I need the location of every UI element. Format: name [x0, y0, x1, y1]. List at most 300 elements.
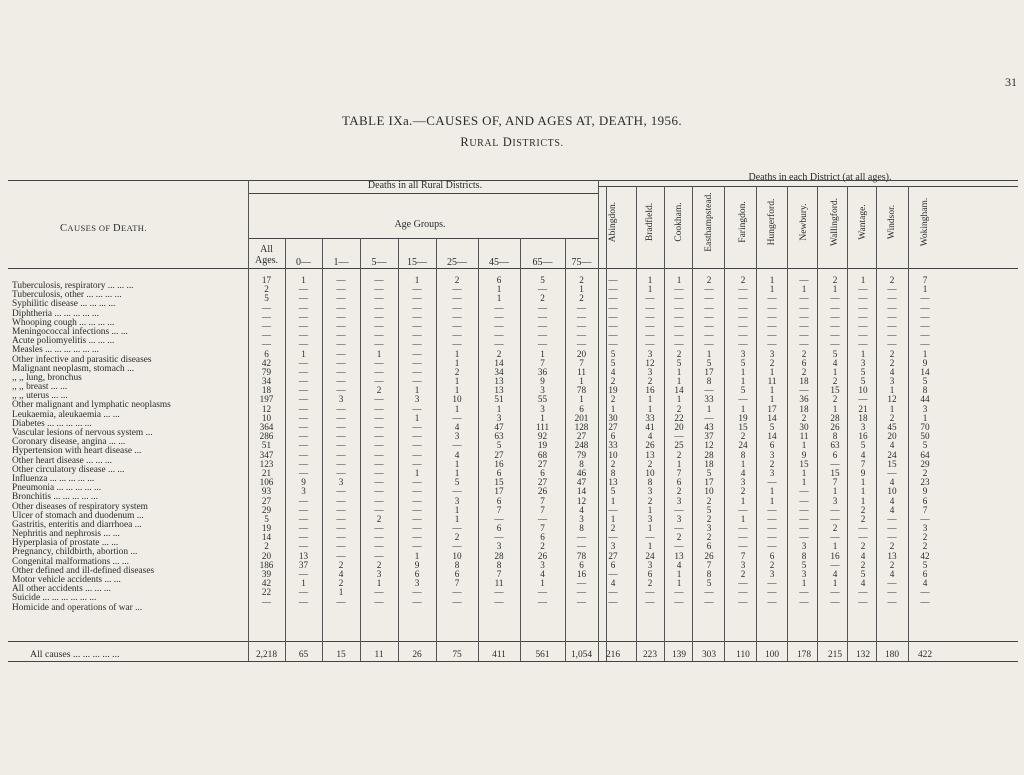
table-cell: 13: [494, 376, 504, 387]
table-cell: —: [645, 293, 655, 304]
table-cell: 12: [645, 357, 655, 368]
table-cell: 1: [706, 403, 712, 414]
table-cell: 21: [261, 467, 272, 478]
table-cell: 3: [740, 477, 746, 488]
table-cell: 6: [610, 559, 616, 570]
district-total: 100: [764, 650, 780, 660]
table-cell: 2: [801, 412, 807, 423]
table-cell: 7: [740, 550, 746, 561]
district-column-header: Hungerford.: [767, 198, 777, 246]
table-cell: 7: [706, 559, 712, 570]
table-cell: 1: [301, 275, 306, 285]
table-cell: —: [336, 302, 346, 313]
table-cell: 2: [376, 385, 382, 396]
table-cell: 6: [706, 541, 712, 552]
table-cell: 2: [740, 275, 746, 285]
table-cell: —: [738, 394, 748, 405]
table-cell: 11: [577, 366, 586, 377]
table-cell: 5: [706, 467, 712, 478]
table-cell: 2: [610, 458, 616, 469]
table-cell: 2: [889, 357, 895, 368]
table-cell: 7: [922, 504, 928, 515]
table-cell: —: [674, 330, 684, 341]
table-cell: —: [412, 366, 422, 377]
table-cell: 2: [676, 403, 682, 414]
age-column-header: 65—: [532, 257, 553, 268]
table-cell: 3: [922, 523, 928, 534]
table-cell: —: [920, 587, 930, 598]
cause-label: Suicide ... ... ... ... ... ...: [12, 593, 97, 604]
table-cell: 43: [704, 422, 714, 432]
table-cell: 2: [740, 486, 746, 497]
table-cell: —: [799, 339, 809, 350]
table-cell: —: [608, 596, 618, 607]
table-cell: —: [537, 339, 548, 350]
cause-label: ,, ,, breast ... ...: [12, 382, 68, 393]
table-cell: 5: [264, 293, 269, 304]
table-cell: 6: [922, 569, 928, 579]
table-cell: 1: [647, 523, 653, 534]
table-cell: 12: [704, 440, 714, 451]
table-cell: —: [704, 293, 714, 304]
age-column-header: 5—: [371, 257, 387, 268]
table-cell: —: [576, 339, 587, 350]
table-cell: —: [374, 504, 384, 515]
table-cell: —: [858, 293, 868, 304]
table-cell: 2: [454, 532, 460, 543]
table-cell: 24: [645, 550, 655, 561]
table-cell: 2: [860, 541, 866, 552]
table-cell: 5: [922, 440, 928, 451]
table-cell: —: [830, 320, 840, 331]
table-cell: —: [298, 440, 309, 451]
table-cell: 2: [706, 275, 712, 285]
table-cell: 9: [922, 486, 928, 497]
table-cell: —: [412, 330, 422, 341]
table-cell: —: [738, 302, 748, 313]
table-cell: —: [452, 293, 462, 304]
table-cell: 39: [261, 569, 272, 579]
table-cell: 1: [740, 403, 746, 414]
table-cell: 1: [454, 357, 460, 368]
table-cell: —: [336, 467, 346, 478]
table-cell: 186: [259, 559, 274, 570]
table-cell: —: [412, 504, 422, 515]
table-cell: 6: [801, 357, 807, 368]
table-cell: 9: [801, 449, 807, 460]
table-cell: 9: [540, 376, 545, 387]
table-cell: 3: [801, 541, 807, 552]
table-cell: 10: [452, 394, 462, 405]
table-cell: 1: [801, 467, 807, 478]
bottom-rule: [8, 661, 1018, 662]
table-cell: —: [858, 339, 868, 350]
table-cell: 3: [540, 385, 545, 396]
table-cell: —: [767, 293, 777, 304]
table-cell: —: [608, 275, 618, 285]
table-cell: —: [374, 412, 384, 423]
cause-label: Malignant neoplasm, stomach ...: [12, 363, 135, 374]
table-cell: 1: [454, 348, 460, 359]
table-cell: —: [298, 412, 309, 423]
table-cell: —: [412, 523, 422, 534]
table-cell: 1: [647, 284, 653, 295]
table-cell: 4: [454, 449, 460, 460]
table-cell: 3: [860, 422, 866, 432]
table-cell: 3: [922, 403, 928, 414]
table-cell: —: [336, 541, 346, 552]
district-total: 178: [796, 650, 812, 660]
table-cell: 1: [889, 385, 895, 396]
table-cell: —: [374, 467, 384, 478]
table-cell: 2: [860, 513, 866, 524]
table-cell: 36: [799, 394, 809, 405]
age-column-header: 25—: [447, 257, 467, 268]
table-cell: 1: [860, 275, 866, 285]
table-cell: —: [738, 523, 748, 534]
table-cell: 29: [261, 504, 272, 515]
table-cell: —: [412, 357, 422, 368]
table-cell: 1: [540, 578, 545, 589]
table-cell: —: [767, 587, 777, 598]
table-cell: —: [645, 339, 655, 350]
table-cell: 15: [494, 477, 504, 488]
table-cell: 3: [676, 495, 682, 506]
table-cell: 92: [537, 431, 548, 442]
table-cell: 1: [801, 284, 807, 295]
table-cell: 2: [889, 412, 895, 423]
age-column: [248, 276, 285, 607]
table-cell: —: [452, 541, 462, 552]
table-cell: —: [767, 477, 777, 488]
table-cell: —: [336, 523, 346, 534]
table-cell: 21: [858, 403, 868, 414]
table-cell: 22: [261, 587, 272, 598]
table-cell: 2: [376, 559, 382, 570]
table-cell: 50: [920, 431, 930, 442]
table-cell: 1: [647, 541, 653, 552]
table-cell: —: [887, 302, 897, 313]
table-cell: 1: [922, 348, 928, 359]
table-cell: 4: [740, 467, 746, 478]
table-cell: 3: [301, 486, 306, 497]
cause-label: Coronary disease, angina ... ...: [12, 437, 126, 448]
table-cell: 2: [676, 532, 682, 543]
table-cell: 3: [647, 513, 653, 524]
table-cell: 29: [920, 458, 930, 469]
table-cell: —: [374, 366, 384, 377]
district-rule: [598, 186, 1018, 187]
table-cell: 24: [887, 449, 897, 460]
table-cell: —: [830, 513, 840, 524]
table-cell: —: [608, 532, 618, 543]
table-cell: —: [767, 578, 777, 589]
district-column-header: Wantage.: [858, 204, 868, 240]
totals-rule: [8, 641, 1018, 642]
table-cell: 18: [261, 385, 272, 396]
table-cell: —: [336, 513, 346, 524]
table-cell: 34: [494, 366, 504, 377]
age-total: 15: [336, 650, 346, 660]
table-cell: —: [336, 320, 346, 331]
table-cell: 6: [496, 467, 502, 478]
table-cell: 3: [740, 559, 746, 570]
table-cell: 1: [676, 578, 682, 589]
table-cell: 3: [414, 578, 420, 589]
table-cell: —: [704, 339, 714, 350]
table-cell: —: [261, 330, 272, 341]
table-cell: —: [704, 302, 714, 313]
table-cell: 1: [414, 412, 420, 423]
district-total: 139: [671, 650, 687, 660]
table-cell: 1: [454, 376, 460, 387]
district-column-header: Windsor.: [887, 204, 897, 240]
table-cell: 6: [922, 495, 928, 506]
table-cell: 78: [576, 550, 587, 561]
table-cell: —: [336, 412, 346, 423]
cause-label: Syphilitic disease ... ... ... ...: [12, 299, 116, 310]
cause-label: Measles ... ... ... ... ... ...: [12, 345, 99, 356]
table-cell: —: [799, 275, 809, 285]
table-cell: —: [412, 513, 422, 524]
table-cell: 1: [860, 495, 866, 506]
table-cell: 1: [540, 412, 545, 423]
table-cell: 8: [647, 477, 653, 488]
table-cell: —: [452, 320, 462, 331]
table-cell: 2: [860, 504, 866, 515]
table-cell: 5: [860, 376, 866, 387]
district-total: 132: [855, 650, 871, 660]
table-cell: —: [374, 330, 384, 341]
table-cell: —: [576, 587, 587, 598]
table-cell: —: [738, 293, 748, 304]
table-cell: —: [374, 449, 384, 460]
table-cell: 7: [540, 495, 545, 506]
cause-label: Congenital malformations ... ...: [12, 556, 129, 567]
cause-label: ,, ,, lung, bronchus: [12, 372, 82, 383]
table-cell: —: [738, 504, 748, 515]
table-cell: 2: [740, 569, 746, 579]
table-cell: 37: [298, 559, 309, 570]
table-cell: 41: [645, 422, 655, 432]
table-cell: 3: [338, 394, 344, 405]
cause-label: Tuberculosis, respiratory ... ... ...: [12, 281, 134, 291]
age-column: [436, 276, 478, 607]
table-cell: 1: [801, 578, 807, 589]
table-cell: 4: [860, 550, 866, 561]
table-cell: 1: [769, 495, 775, 506]
table-cell: 23: [920, 477, 930, 488]
table-cell: —: [608, 587, 618, 598]
table-cell: 6: [414, 569, 420, 579]
table-cell: —: [767, 339, 777, 350]
table-cell: 2: [922, 467, 928, 478]
table-cell: —: [799, 385, 809, 396]
table-cell: —: [920, 339, 930, 350]
table-cell: —: [738, 339, 748, 350]
table-cell: —: [537, 513, 548, 524]
table-cell: 1: [647, 504, 653, 515]
table-cell: 1: [496, 403, 502, 414]
table-cell: —: [412, 284, 422, 295]
cause-label: Vascular lesions of nervous system ...: [12, 428, 153, 438]
table-cell: —: [887, 311, 897, 322]
table-cell: 1: [647, 275, 653, 285]
table-cell: 8: [610, 467, 616, 478]
table-cell: 2: [540, 541, 545, 552]
table-cell: 8: [740, 449, 746, 460]
table-cell: —: [608, 311, 618, 322]
table-cell: —: [412, 376, 422, 387]
cause-label: Whooping cough ... ... ... ...: [12, 317, 115, 328]
table-cell: —: [799, 320, 809, 331]
table-cell: 16: [645, 385, 655, 396]
table-cell: 3: [769, 348, 775, 359]
table-cell: —: [767, 320, 777, 331]
table-cell: —: [412, 440, 422, 451]
table-cell: —: [336, 596, 346, 607]
table-cell: —: [830, 504, 840, 515]
table-cell: 4: [647, 431, 653, 442]
table-cell: —: [374, 339, 384, 350]
table-cell: —: [374, 541, 384, 552]
table-cell: —: [799, 495, 809, 506]
table-cell: 1: [610, 513, 616, 524]
table-cell: 33: [608, 440, 618, 451]
table-cell: 2: [922, 532, 928, 543]
table-cell: 2: [706, 495, 712, 506]
table-cell: 1: [496, 284, 502, 295]
table-cell: 45: [887, 422, 897, 432]
table-cell: 5: [740, 357, 746, 368]
table-cell: 19: [738, 412, 748, 423]
table-cell: 42: [261, 578, 272, 589]
table-cell: 8: [801, 550, 807, 561]
table-cell: —: [298, 458, 309, 469]
table-cell: 30: [799, 422, 809, 432]
age-column: [360, 276, 398, 607]
table-cell: —: [674, 504, 684, 515]
table-cell: —: [767, 513, 777, 524]
cause-label: Nephritis and nephrosis ... ...: [12, 529, 120, 540]
table-cell: 1: [860, 477, 866, 488]
table-cell: 5: [610, 348, 616, 359]
table-cell: 17: [494, 486, 504, 497]
table-cell: —: [537, 302, 548, 313]
table-cell: 14: [674, 385, 684, 396]
table-cell: 12: [887, 394, 897, 405]
table-cell: —: [374, 458, 384, 469]
cause-label: Other defined and ill-defined diseases: [12, 565, 155, 576]
table-cell: 27: [576, 431, 587, 442]
table-cell: —: [537, 596, 548, 607]
table-cell: 2: [454, 366, 460, 377]
table-cell: —: [336, 385, 346, 396]
table-cell: —: [412, 495, 422, 506]
table-cell: 2: [769, 357, 775, 368]
table-cell: 5: [496, 440, 502, 451]
table-cell: 2: [889, 348, 895, 359]
table-cell: 7: [540, 523, 545, 534]
table-cell: 2: [740, 431, 746, 442]
table-cell: 2: [264, 541, 269, 552]
table-cell: 2: [610, 376, 616, 387]
table-cell: —: [608, 339, 618, 350]
table-cell: —: [799, 504, 809, 515]
table-cell: 4: [889, 440, 895, 451]
age-groups-header: Age Groups.: [394, 219, 446, 230]
table-cell: 3: [496, 412, 502, 423]
page-number: 31: [1005, 75, 1017, 89]
table-cell: —: [887, 513, 897, 524]
table-cell: 36: [537, 366, 548, 377]
table-cell: 13: [494, 385, 504, 396]
subtitle-word-1: URAL: [469, 138, 499, 149]
district-column: [665, 276, 693, 607]
table-cell: —: [374, 532, 384, 543]
table-cell: 1: [769, 366, 775, 377]
table-cell: 5: [610, 357, 616, 368]
table-cell: —: [336, 495, 346, 506]
subtitle-word-2: ISTRICTS.: [512, 138, 564, 149]
table-cell: —: [261, 311, 272, 322]
table-cell: 1: [496, 293, 502, 304]
cause-label: Gastritis, enteritis and diarrhoea ...: [12, 519, 142, 530]
table-cell: —: [674, 320, 684, 331]
district-total: 223: [642, 650, 658, 660]
table-cell: —: [452, 486, 462, 497]
table-cell: 7: [579, 357, 584, 368]
table-cell: —: [858, 394, 868, 405]
age-total: 65: [298, 650, 309, 660]
table-cell: —: [537, 330, 548, 341]
table-cell: 20: [576, 348, 587, 359]
table-cell: 17: [704, 477, 714, 488]
table-cell: 8: [454, 559, 460, 570]
table-cell: 5: [860, 366, 866, 377]
table-cell: —: [799, 596, 809, 607]
table-cell: 7: [496, 569, 502, 579]
table-cell: 6: [579, 559, 584, 570]
table-cell: —: [374, 311, 384, 322]
table-cell: 364: [259, 422, 274, 432]
table-cell: —: [830, 587, 840, 598]
table-cell: —: [412, 431, 422, 442]
table-cell: 10: [608, 449, 618, 460]
age-column: [478, 276, 520, 607]
age-total: 561: [535, 650, 550, 660]
table-cell: —: [920, 596, 930, 607]
table-cell: —: [494, 532, 504, 543]
table-cell: —: [887, 532, 897, 543]
table-cell: —: [374, 440, 384, 451]
table-cell: 4: [610, 366, 616, 377]
table-cell: 1: [610, 495, 616, 506]
table-cell: —: [374, 403, 384, 414]
cause-label: Motor vehicle accidents ... ...: [12, 575, 121, 585]
table-cell: —: [412, 532, 422, 543]
district-column-header: Easthampstead.: [704, 192, 714, 252]
table-cell: —: [494, 311, 504, 322]
table-cell: 1: [454, 458, 460, 469]
table-cell: —: [767, 302, 777, 313]
table-cell: —: [298, 385, 309, 396]
table-cell: 14: [920, 366, 930, 377]
table-cell: —: [336, 339, 346, 350]
table-cell: —: [920, 320, 930, 331]
table-cell: 1: [832, 578, 838, 589]
table-cell: 4: [922, 578, 928, 589]
